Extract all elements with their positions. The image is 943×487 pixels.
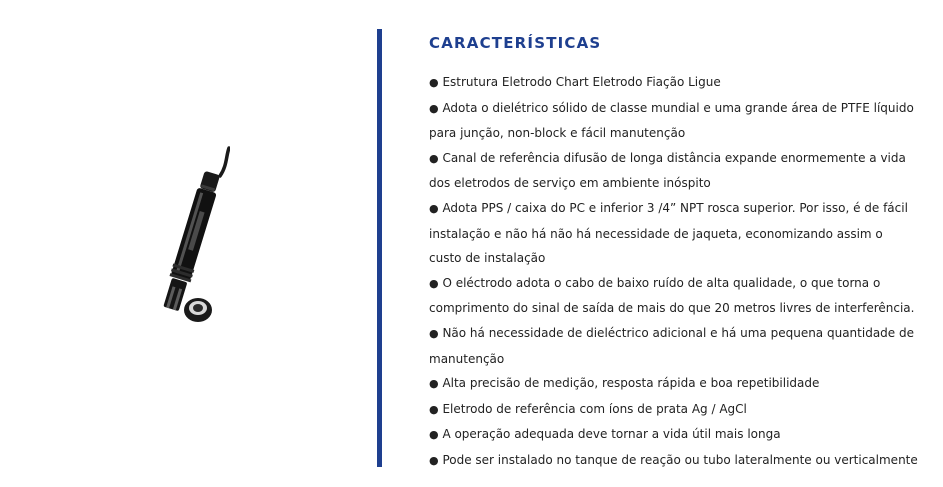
bullet: ● (429, 276, 439, 290)
bullet: ● (429, 76, 439, 89)
bullet: ● (429, 151, 439, 165)
bullet: ● (429, 101, 439, 115)
feature-text: Alta precisão de medição, resposta rápida e boa repetibilidade (442, 376, 820, 391)
feature-text: Adota PPS / caixa do PC e inferior 3 /4” NPT rosca superior. Por isso, é de fácil instalação e não há não há necessidade de jaqueta, economizando assim o custo de instalação (429, 200, 908, 266)
feature-text: O eléctrodo adota o cabo de baixo ruído de alta qualidade, o que torna o comprimento do sinal de saída de mais do que 20 metros livres de interferência. (429, 275, 915, 316)
list-item (429, 196, 919, 271)
list-item (429, 96, 919, 146)
bullet: ● (429, 453, 439, 467)
bullet: ● (429, 326, 439, 340)
list-item (429, 371, 919, 397)
electrode-product-image (130, 140, 230, 340)
list-item (429, 448, 919, 474)
bullet: ● (429, 201, 439, 215)
bullet: ● (429, 402, 439, 416)
feature-text: A operação adequada deve tornar a vida útil mais longa (442, 427, 781, 442)
list-item (429, 397, 919, 423)
features-list (429, 70, 919, 474)
feature-text: Canal de referência difusão de longa distância expande enormemente a vida dos eletrodos de serviço em ambiente inóspito (429, 150, 906, 191)
feature-text: Não há necessidade de dieléctrico adicional e há uma pequena quantidade de manutenção (429, 325, 914, 366)
list-item (429, 422, 919, 448)
list-item (429, 321, 919, 371)
feature-text: Estrutura Eletrodo Chart Eletrodo Fiação Ligue (442, 75, 721, 89)
section-title: CARACTERÍSTICAS (429, 34, 602, 52)
feature-text: Pode ser instalado no tanque de reação ou tubo lateralmente ou verticalmente (442, 452, 918, 467)
list-item (429, 146, 919, 196)
bullet: ● (429, 377, 439, 391)
accent-divider (377, 29, 382, 467)
list-item (429, 271, 919, 321)
bullet: ● (429, 428, 439, 442)
feature-text: Adota o dielétrico sólido de classe mundial e uma grande área de PTFE líquido para junção, non-block e fácil manutenção (429, 100, 914, 141)
list-item (429, 70, 919, 96)
feature-text: Eletrodo de referência com íons de prata Ag / AgCl (442, 401, 747, 416)
